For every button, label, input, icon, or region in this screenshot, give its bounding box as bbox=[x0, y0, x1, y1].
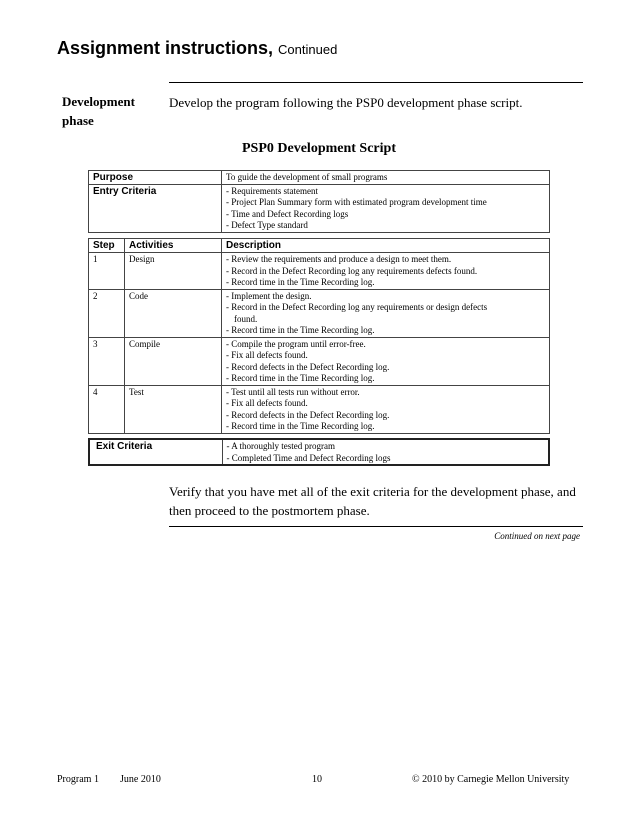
criteria-table bbox=[88, 170, 550, 233]
footer-date: June 2010 bbox=[120, 774, 161, 785]
page-title-suffix: Continued bbox=[278, 42, 338, 57]
step-number: 1 bbox=[89, 253, 125, 290]
entry-items bbox=[222, 184, 550, 232]
step-line: - Review the requirements and produce a design to meet them. bbox=[226, 254, 452, 264]
step-line: - Record time in the Time Recording log. bbox=[226, 421, 375, 431]
step-activity: Design bbox=[125, 253, 222, 290]
table-row bbox=[89, 337, 550, 385]
page-title-text: Assignment instructions, bbox=[57, 38, 274, 58]
section-text: Develop the program following the PSP0 development phase script. bbox=[169, 95, 523, 110]
entry-item: - Time and Defect Recording logs bbox=[226, 208, 349, 219]
step-line: - Record time in the Time Recording log. bbox=[226, 277, 375, 287]
steps-header bbox=[89, 239, 550, 253]
exit-item: - Completed Time and Defect Recording logs bbox=[226, 452, 391, 463]
table-row bbox=[89, 253, 550, 290]
step-line: - Record in the Defect Recording log any requirements or design defects bbox=[226, 302, 488, 312]
exit-table bbox=[88, 438, 550, 466]
steps-table bbox=[88, 238, 550, 434]
step-description bbox=[222, 385, 550, 433]
entry-item: - Defect Type standard bbox=[226, 220, 308, 230]
entry-item: - Project Plan Summary form with estimated program development time bbox=[226, 197, 487, 207]
entry-row bbox=[89, 184, 550, 232]
step-line: - Implement the design. bbox=[226, 290, 312, 301]
step-description bbox=[222, 253, 550, 290]
step-activity: Code bbox=[125, 289, 222, 337]
exit-item: - A thoroughly tested program bbox=[226, 441, 335, 451]
entry-item: - Requirements statement bbox=[226, 185, 318, 196]
footer-copyright: © 2010 by Carnegie Mellon University bbox=[412, 774, 570, 785]
purpose-text: To guide the development of small programs bbox=[222, 171, 550, 185]
entry-label: Entry Criteria bbox=[89, 184, 222, 232]
column-header: Step bbox=[89, 239, 125, 253]
step-line: - Record time in the Time Recording log. bbox=[226, 373, 375, 383]
step-line: - Fix all defects found. bbox=[226, 398, 308, 408]
exit-items bbox=[222, 439, 549, 465]
footer-program: Program 1 bbox=[57, 774, 99, 785]
step-number: 4 bbox=[89, 385, 125, 433]
column-header: Activities bbox=[125, 239, 222, 253]
step-line: - Fix all defects found. bbox=[226, 350, 308, 360]
purpose-label: Purpose bbox=[89, 171, 222, 185]
top-rule bbox=[169, 82, 583, 83]
step-line: - Record defects in the Defect Recording log. bbox=[226, 361, 390, 372]
step-number: 2 bbox=[89, 289, 125, 337]
step-line: - Test until all tests run without error. bbox=[226, 386, 360, 397]
step-line: - Compile the program until error-free. bbox=[226, 338, 366, 349]
column-header: Description bbox=[222, 239, 550, 253]
step-line: - Record defects in the Defect Recording log. bbox=[226, 409, 390, 420]
exit-label: Exit Criteria bbox=[89, 439, 222, 465]
step-description bbox=[222, 289, 550, 337]
continued-note: Continued on next page bbox=[494, 531, 580, 541]
page-title bbox=[57, 38, 337, 59]
script-title: PSP0 Development Script bbox=[242, 141, 396, 156]
exit-row bbox=[89, 439, 549, 465]
verify-text: Verify that you have met all of the exit criteria for the development phase, and then proceed to the postmortem phase. bbox=[169, 484, 576, 518]
section-label: Development phase bbox=[62, 94, 135, 128]
step-line: - Record in the Defect Recording log any requirements defects found. bbox=[226, 265, 478, 276]
table-row bbox=[89, 289, 550, 337]
footer-page-number: 10 bbox=[312, 774, 322, 785]
step-activity: Test bbox=[125, 385, 222, 433]
step-activity: Compile bbox=[125, 337, 222, 385]
step-description bbox=[222, 337, 550, 385]
table-row bbox=[89, 385, 550, 433]
step-number: 3 bbox=[89, 337, 125, 385]
purpose-row bbox=[89, 171, 550, 185]
step-line: found. bbox=[234, 313, 258, 324]
step-line: - Record time in the Time Recording log. bbox=[226, 325, 375, 335]
bottom-rule bbox=[169, 526, 583, 527]
